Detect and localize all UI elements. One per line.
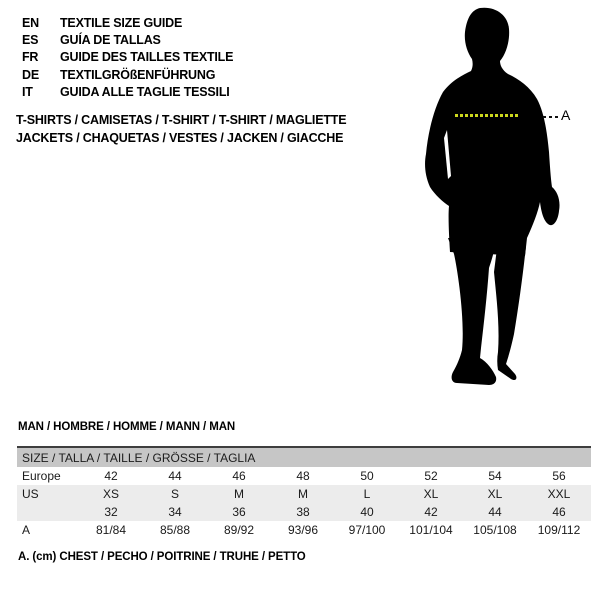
- table-cell: 97/100: [348, 523, 386, 537]
- table-row-us: [17, 485, 591, 503]
- table-cell: 89/92: [223, 523, 255, 537]
- table-row-europe: [17, 467, 591, 485]
- table-cell: 105/108: [473, 523, 517, 537]
- language-row-es: [22, 31, 233, 48]
- language-label: TEXTILE SIZE GUIDE: [60, 15, 183, 30]
- table-cell: 44: [488, 505, 502, 519]
- table-cell: 44: [168, 469, 182, 483]
- left-leg-path: [448, 238, 496, 385]
- measure-callout-dashes: [543, 116, 559, 118]
- category-line-tshirts: T-SHIRTS / CAMISETAS / T-SHIRT / T-SHIRT / MAGLIETTE: [16, 113, 347, 127]
- table-cell: 40: [360, 505, 374, 519]
- table-cell: 56: [552, 469, 566, 483]
- table-cell: 34: [168, 505, 182, 519]
- language-row-en: [22, 14, 233, 31]
- language-list: [22, 14, 233, 101]
- size-table: [17, 446, 591, 539]
- table-row-secondary: [17, 503, 591, 521]
- table-cell: M: [234, 487, 244, 501]
- table-cell: 38: [296, 505, 310, 519]
- category-heading: [16, 111, 346, 147]
- table-cell: 101/104: [409, 523, 453, 537]
- table-cell: 93/96: [287, 523, 319, 537]
- table-cell: 54: [488, 469, 502, 483]
- table-cell: 46: [552, 505, 566, 519]
- language-label: GUÍA DE TALLAS: [60, 33, 161, 48]
- language-row-fr: [22, 49, 233, 66]
- table-cell: 42: [104, 469, 118, 483]
- table-cell: 81/84: [95, 523, 127, 537]
- row-label: US: [22, 487, 39, 501]
- body-silhouette-path: [425, 8, 559, 256]
- man-silhouette-svg: [410, 4, 570, 388]
- table-cell: XS: [102, 487, 119, 501]
- table-cell: 36: [232, 505, 246, 519]
- chest-measure-line: [455, 114, 518, 117]
- man-silhouette: [410, 4, 570, 388]
- table-cell: 32: [104, 505, 118, 519]
- measurement-footnote: A. (cm) CHEST / PECHO / POITRINE / TRUHE / PETTO: [18, 551, 306, 563]
- table-row-chest-a: [17, 521, 591, 539]
- table-cell: 52: [424, 469, 438, 483]
- language-label: TEXTILGRÖßENFÜHRUNG: [60, 67, 216, 82]
- table-cell: 109/112: [537, 523, 581, 537]
- category-line-jackets: JACKETS / CHAQUETAS / VESTES / JACKEN / GIACCHE: [16, 131, 344, 145]
- language-label: GUIDA ALLE TAGLIE TESSILI: [60, 85, 230, 100]
- table-cell: 85/88: [159, 523, 191, 537]
- table-cell: 46: [232, 469, 246, 483]
- row-label: A: [22, 523, 31, 537]
- language-row-de: [22, 66, 233, 83]
- table-cell: M: [298, 487, 308, 501]
- table-cell: 42: [424, 505, 438, 519]
- row-label: Europe: [22, 469, 61, 483]
- language-code: DE: [22, 67, 39, 82]
- table-cell: S: [170, 487, 179, 501]
- language-code: FR: [22, 50, 39, 65]
- language-row-it: [22, 84, 233, 101]
- language-code: ES: [22, 33, 39, 48]
- size-table-header: SIZE / TALLA / TAILLE / GRÖSSE / TAGLIA: [17, 448, 591, 467]
- language-code: IT: [22, 85, 33, 100]
- table-cell: 50: [360, 469, 374, 483]
- table-cell: XXL: [547, 487, 571, 501]
- table-cell: L: [363, 487, 371, 501]
- table-cell: XL: [423, 487, 439, 501]
- language-label: GUIDE DES TAILLES TEXTILE: [60, 50, 234, 65]
- table-cell: 48: [296, 469, 310, 483]
- right-leg-path: [494, 244, 526, 380]
- table-cell: XL: [487, 487, 503, 501]
- measure-label-a: A: [561, 107, 571, 123]
- section-heading-man: MAN / HOMBRE / HOMME / MANN / MAN: [18, 421, 236, 433]
- language-code: EN: [22, 15, 39, 30]
